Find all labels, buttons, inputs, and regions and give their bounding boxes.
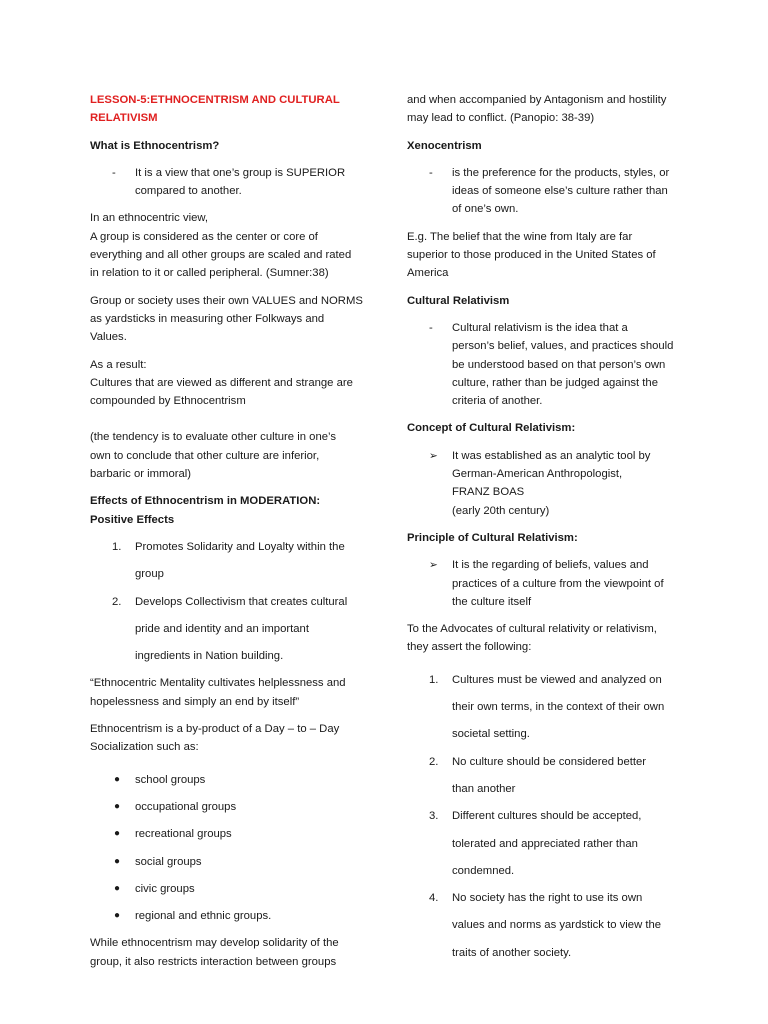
effects-heading [90,492,366,529]
definition-line: It is a view that one’s group is SUPERIOR [135,166,346,179]
item-line: practices of a culture from the viewpoint of [452,577,664,590]
paragraph-line: may lead to conflict. (Panopio: 38-39) [407,112,595,125]
positive-effects-list [90,538,366,665]
definition-line: person’s belief, values, and practices should [452,340,674,353]
advocates-paragraph [407,620,689,657]
ethnocentrism-definition [90,164,366,201]
byproduct-paragraph [90,720,366,757]
yardsticks-paragraph [90,292,366,347]
paragraph-line: they assert the following: [407,641,532,654]
paragraph-line: While ethnocentrism may develop solidarity of the [90,937,339,950]
paragraph-line: barbaric or immoral) [90,468,192,481]
cultural-relativism-definition [407,319,689,410]
as-a-result-paragraph [90,356,366,484]
paragraph-line: In an ethnocentric view, [90,212,209,225]
paragraph-line: hopelessness and simply an end by itself” [90,695,300,708]
principle-heading: Principle of Cultural Relativism: [407,531,578,544]
paragraph-line: A group is considered as the center or core of [90,230,318,243]
list-item [90,593,366,666]
list-item-line: No society has the right to use its own [452,892,643,905]
advocates-list [407,671,689,962]
left-column [90,91,366,980]
arrow-item [407,447,689,520]
list-number: 1. [112,540,122,553]
dash-marker: - [112,166,116,179]
bullet-icon: ● [114,882,121,894]
definition-item [90,164,366,201]
item-line: German-American Anthropologist, [452,468,623,481]
list-item-text: recreational groups [135,828,232,841]
list-item-line: No culture should be considered better [452,755,647,768]
dash-marker: - [429,321,433,334]
list-item [90,798,366,816]
list-item-line: values and norms as yardstick to view the [452,919,662,932]
list-item-line: their own terms, in the context of their own [452,701,665,714]
paragraph-line: Ethnocentrism is a by-product of a Day – to – Day [90,723,340,736]
definition-line: Cultural relativism is the idea that a [452,321,628,334]
lesson-title-line: LESSON-5:ETHNOCENTRISM AND CULTURAL [90,94,340,106]
list-item [407,889,689,962]
list-item-line: pride and identity and an important [135,622,309,635]
arrow-bullet-icon: ➢ [429,559,438,572]
list-item-line: Promotes Solidarity and Loyalty within the [135,540,345,553]
list-item-line: condemned. [452,864,515,877]
lesson-title-line: RELATIVISM [90,112,158,125]
list-item [407,753,689,799]
list-item-text: regional and ethnic groups. [135,910,272,923]
list-item [407,671,689,744]
example-paragraph [407,228,689,283]
list-number: 1. [429,673,439,686]
bullet-icon: ● [114,910,121,922]
paragraph-line: Group or society uses their own VALUES and NORMS [90,294,363,307]
dash-marker: - [429,166,433,179]
concept-heading: Concept of Cultural Relativism: [407,422,576,435]
paragraph-line: compounded by Ethnocentrism [90,395,246,408]
item-line: It is the regarding of beliefs, values and [452,559,649,572]
list-item [90,771,366,789]
definition-item [407,164,689,219]
list-item [407,807,689,880]
item-line: (early 20th century) [452,504,550,517]
definition-line: ideas of someone else’s culture rather than [452,185,668,198]
bullet-icon: ● [114,773,121,785]
bullet-icon: ● [114,855,121,867]
item-line: the culture itself [452,595,532,608]
cultural-relativism-heading: Cultural Relativism [407,294,510,307]
list-item [90,880,366,898]
definition-line: criteria of another. [452,395,543,408]
arrow-bullet-icon: ➢ [429,449,438,462]
paragraph-line: own to conclude that other culture are inferior, [90,449,320,462]
list-item [90,853,366,871]
list-item [90,825,366,843]
while-paragraph [90,934,366,971]
bullet-icon: ● [114,800,121,812]
principle-item [407,556,689,611]
list-item [90,907,366,925]
list-item-line: Cultures must be viewed and analyzed on [452,673,662,686]
paragraph-line: as yardsticks in measuring other Folkways and [90,312,325,325]
paragraph-line: and when accompanied by Antagonism and hostility [407,94,667,106]
list-item-line: ingredients in Nation building. [135,650,284,663]
socialization-groups-list [90,771,366,926]
quote-paragraph [90,674,366,711]
list-number: 3. [429,810,439,823]
list-item [90,538,366,584]
paragraph-line: As a result: [90,358,147,371]
right-column [407,91,689,971]
effects-heading-line: Effects of Ethnocentrism in MODERATION: [90,495,321,508]
paragraph-line: group, it also restricts interaction between groups [90,955,337,968]
list-number: 2. [429,755,439,768]
list-item-line: Develops Collectivism that creates cultural [135,595,348,608]
lesson-title [90,91,366,128]
list-item-text: school groups [135,773,206,786]
positive-effects-heading: Positive Effects [90,513,175,526]
list-item-text: occupational groups [135,800,237,813]
list-item-text: social groups [135,855,202,868]
paragraph-line: (the tendency is to evaluate other culture in one’s [90,431,336,444]
continued-paragraph [407,91,689,128]
list-item-line: tolerated and appreciated rather than [452,837,638,850]
list-item-line: traits of another society. [452,946,572,959]
item-line: FRANZ BOAS [452,486,525,499]
definition-line: compared to another. [135,185,242,198]
what-is-ethnocentrism-heading: What is Ethnocentrism? [90,139,220,152]
list-item-line: Different cultures should be accepted, [452,810,642,823]
list-item-text: civic groups [135,882,195,895]
definition-line: of one’s own. [452,203,519,216]
paragraph-line: Values. [90,331,127,344]
definition-line: is the preference for the products, styles, or [452,166,670,179]
bullet-icon: ● [114,828,121,840]
concept-item [407,447,689,520]
xenocentrism-heading: Xenocentrism [407,139,482,152]
list-item-line: group [135,568,164,581]
list-item-line: societal setting. [452,728,530,741]
definition-line: culture, rather than be judged against the [452,376,658,389]
definition-item [407,319,689,410]
paragraph-line: in relation to it or called peripheral. (Sumner:38) [90,267,329,280]
paragraph-line: “Ethnocentric Mentality cultivates helplessness and [90,677,346,690]
paragraph-line: E.g. The belief that the wine from Italy are far [407,230,633,243]
xenocentrism-definition [407,164,689,219]
paragraph-line: Socialization such as: [90,741,199,754]
list-number: 4. [429,892,439,905]
item-line: It was established as an analytic tool by [452,449,651,462]
paragraph-line: Cultures that are viewed as different and strange are [90,376,353,389]
list-item-line: than another [452,782,516,795]
list-number: 2. [112,595,122,608]
definition-line: be understood based on that person’s own [452,358,666,371]
paragraph-line: everything and all other groups are scaled and rated [90,249,352,262]
arrow-item [407,556,689,611]
paragraph-line: superior to those produced in the United States of [407,249,656,262]
paragraph-line: To the Advocates of cultural relativity or relativism, [407,623,657,636]
ethnocentric-view-paragraph [90,209,366,282]
paragraph-line: America [407,267,449,280]
